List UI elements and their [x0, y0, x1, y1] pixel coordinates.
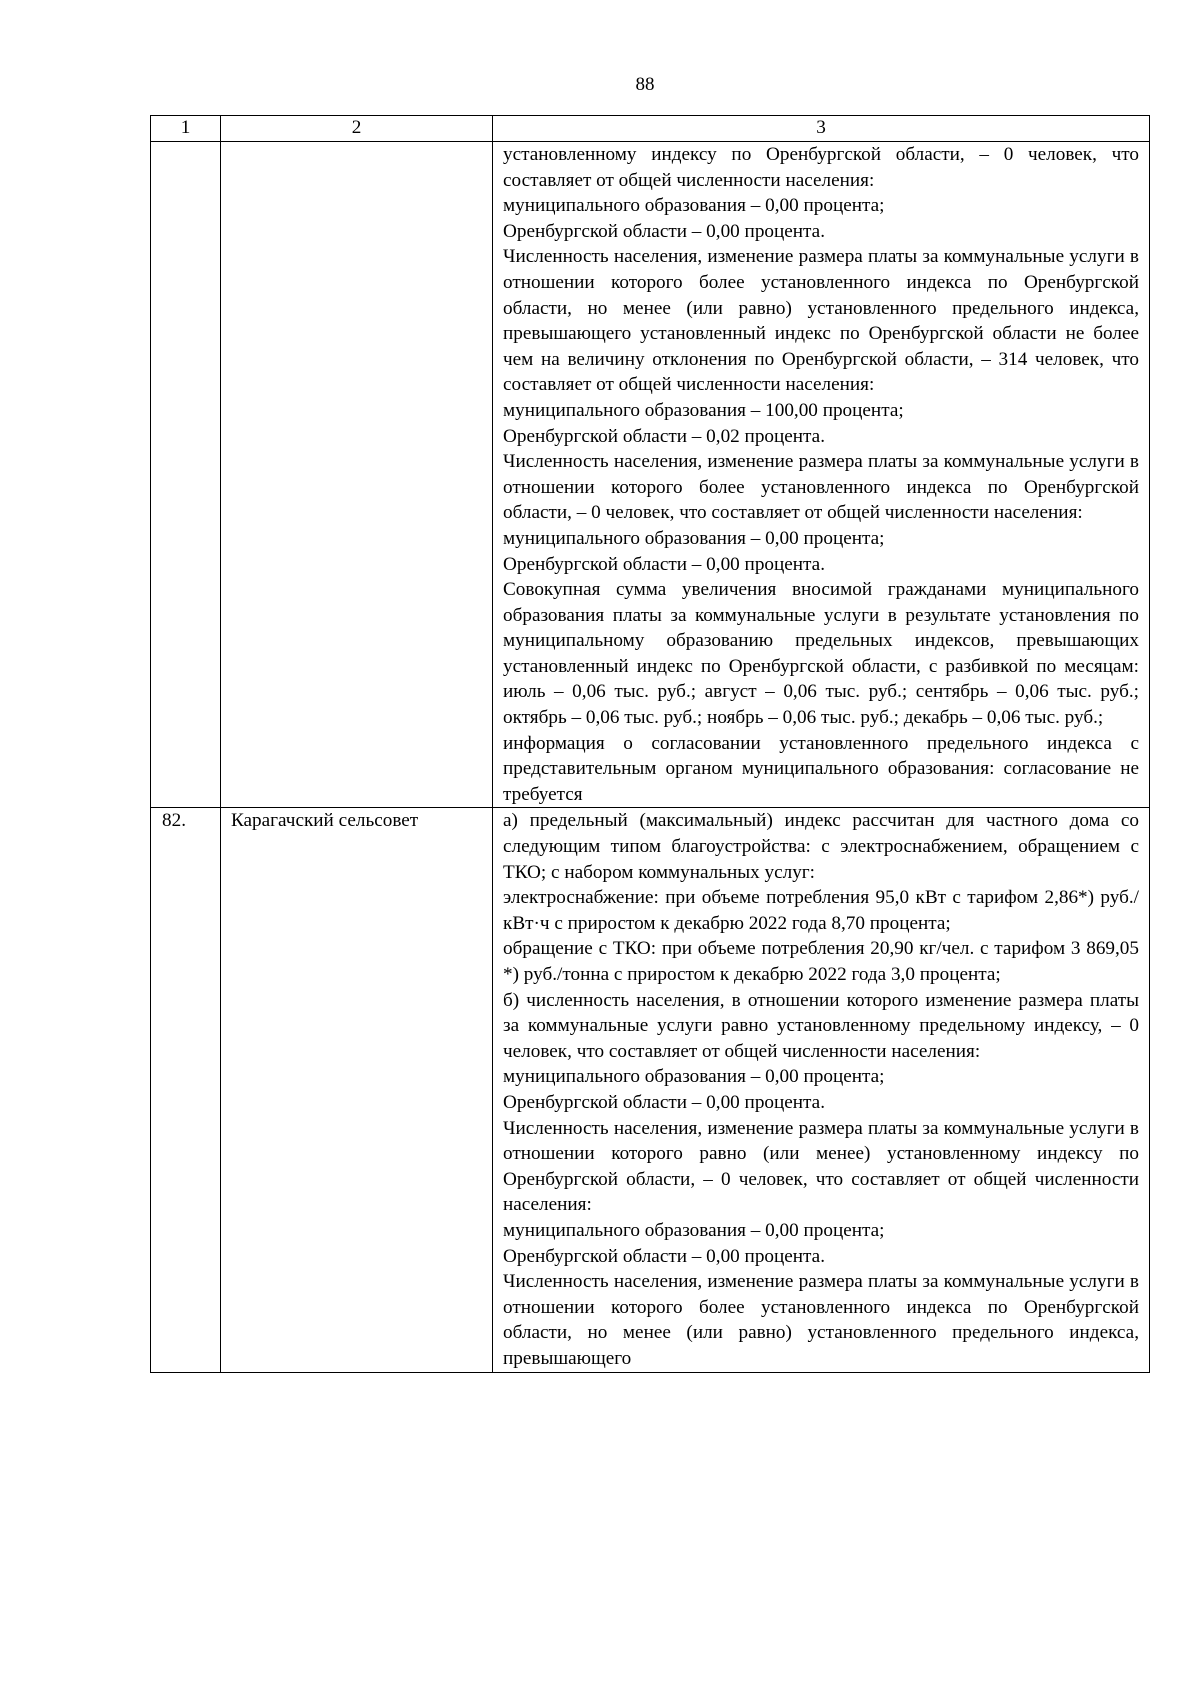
- paragraph: Оренбургской области – 0,00 процента.: [503, 1245, 825, 1267]
- paragraph: Совокупная сумма увеличения вносимой гражданами муниципального образования платы за коммунальные услуги в результате установления по муниципальному образованию предельных индексов, превышающих установленный индекс по Оренбургской области, с разбивкой по месяцам: июль – 0,06 тыс. руб.; август – 0,06 тыс. руб.; сентябрь – 0,06 тыс. руб.; октябрь – 0,06 тыс. руб.; ноябрь – 0,06 тыс. руб.; декабрь – 0,06 тыс. руб.;: [503, 579, 1139, 729]
- row-82-text-cell: [493, 808, 1150, 1372]
- paragraph: Оренбургской области – 0,00 процента.: [503, 220, 825, 242]
- paragraph: Численность населения, изменение размера платы за коммунальные услуги в отношении которого более установленного индекса по Оренбургской области, но менее (или равно) установленного предельного индекса, превышающего установленный индекс по Оренбургской области не более чем на величину отклонения по Оренбургской области, – 314 человек, что составляет от общей численности населения:: [503, 246, 1139, 396]
- paragraph: а) предельный (максимальный) индекс рассчитан для частного дома со следующим типом благоустройства: с электроснабжением, обращением с ТКО; с набором коммунальных услуг:: [503, 810, 1139, 883]
- continuation-text-cell: [493, 142, 1150, 808]
- header-col-3: 3: [493, 116, 1150, 142]
- paragraph: Численность населения, изменение размера платы за коммунальные услуги в отношении которого более установленного индекса по Оренбургской области, но менее (или равно) установленного предельного индекса, превышающего: [503, 1271, 1139, 1369]
- header-col-2: 2: [221, 116, 493, 142]
- table-row-82: [151, 808, 1150, 1372]
- paragraph: муниципального образования – 0,00 процента;: [503, 1219, 885, 1241]
- paragraph: информация о согласовании установленного предельного индекса с представительным органом муниципального образования: согласование не требуется: [503, 732, 1139, 805]
- paragraph: Оренбургской области – 0,00 процента.: [503, 553, 825, 575]
- continuation-name-cell: [221, 142, 493, 808]
- municipality-name: Карагачский сельсовет: [221, 808, 493, 1372]
- header-col-1: 1: [151, 116, 221, 142]
- paragraph: электроснабжение: при объеме потребления 95,0 кВт с тарифом 2,86*) руб./кВт·ч с приростом к декабрю 2022 года 8,70 процента;: [503, 887, 1139, 934]
- paragraph: Численность населения, изменение размера платы за коммунальные услуги в отношении которого более установленного индекса по Оренбургской области, – 0 человек, что составляет от общей численности населения:: [503, 451, 1139, 524]
- data-table: [150, 115, 1150, 1373]
- paragraph: Оренбургской области – 0,02 процента.: [503, 425, 825, 447]
- paragraph: муниципального образования – 100,00 процента;: [503, 399, 904, 421]
- paragraph: муниципального образования – 0,00 процента;: [503, 195, 885, 217]
- page-number: 88: [635, 74, 655, 95]
- paragraph: обращение с ТКО: при объеме потребления 20,90 кг/чел. с тарифом 3 869,05 *) руб./тонна с приростом к декабрю 2022 года 3,0 процента;: [503, 938, 1139, 985]
- paragraph: Оренбургской области – 0,00 процента.: [503, 1091, 825, 1113]
- paragraph: Численность населения, изменение размера платы за коммунальные услуги в отношении которого равно (или менее) установленному индексу по Оренбургской области, – 0 человек, что составляет от общей численности населения:: [503, 1117, 1139, 1216]
- row-number: 82.: [151, 808, 221, 1372]
- paragraph: установленному индексу по Оренбургской области, – 0 человек, что составляет от общей численности населения:: [503, 144, 1139, 191]
- paragraph: муниципального образования – 0,00 процента;: [503, 1066, 885, 1088]
- paragraph: б) численность населения, в отношении которого изменение размера платы за коммунальные услуги равно установленному предельному индексу, – 0 человек, что составляет от общей численности населения:: [503, 989, 1139, 1062]
- table-row-continuation: [151, 142, 1150, 808]
- continuation-number-cell: [151, 142, 221, 808]
- table-header-row: [151, 116, 1150, 142]
- paragraph: муниципального образования – 0,00 процента;: [503, 527, 885, 549]
